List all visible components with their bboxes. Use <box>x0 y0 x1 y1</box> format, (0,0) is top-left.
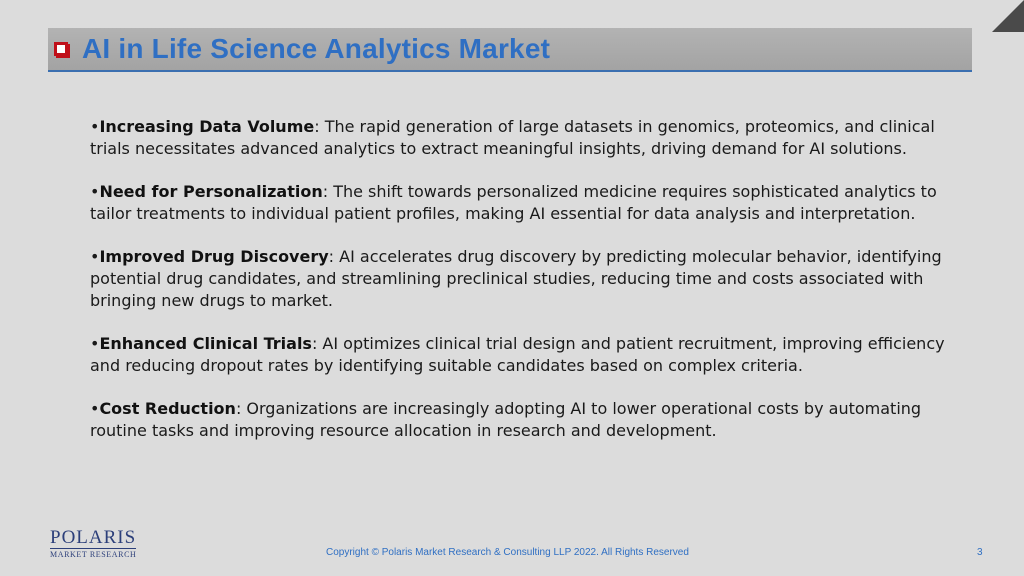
slide-title: AI in Life Science Analytics Market <box>82 33 551 64</box>
point-heading: Increasing Data Volume <box>99 117 315 136</box>
point-text: : Organizations are increasingly adopting AI to lower operational costs by automating routine tasks and improving resource allocation in research and development. <box>90 399 922 440</box>
point-text: : AI accelerates drug discovery by predicting molecular behavior, identifying potential drug candidates, and streamlining preclinical studies, reducing time and costs associated with bringing new drugs to market. <box>90 247 942 310</box>
bullet-list <box>90 116 950 463</box>
polaris-logo <box>50 528 136 560</box>
list-item <box>90 333 950 377</box>
logo-main-text: POLARIS <box>50 527 137 548</box>
list-item <box>90 116 950 160</box>
copyright-footer: Copyright © Polaris Market Research & Consulting LLP 2022. All Rights Reserved <box>326 547 689 558</box>
list-item <box>90 181 950 225</box>
bullet-char: • <box>90 247 100 266</box>
logo-sub-text: MARKET RESEARCH <box>50 550 137 559</box>
bullet-char: • <box>90 117 100 136</box>
point-text: : AI optimizes clinical trial design and patient recruitment, improving efficiency and reducing dropout rates by identifying suitable candidates based on complex criteria. <box>90 334 945 375</box>
point-heading: Improved Drug Discovery <box>99 247 329 266</box>
list-item <box>90 398 950 442</box>
title-bar <box>48 28 972 72</box>
bullet-char: • <box>90 334 100 353</box>
point-heading: Cost Reduction <box>99 399 236 418</box>
point-text: : The rapid generation of large datasets in genomics, proteomics, and clinical trials necessitates advanced analytics to extract meaningful insights, driving demand for AI solutions. <box>90 117 935 158</box>
checkbox-bullet-icon <box>54 42 68 56</box>
list-item <box>90 246 950 312</box>
bullet-char: • <box>90 399 100 418</box>
page-number: 3 <box>977 547 983 558</box>
point-heading: Enhanced Clinical Trials <box>99 334 312 353</box>
bullet-char: • <box>90 182 100 201</box>
page-corner-fold <box>992 0 1024 32</box>
point-heading: Need for Personalization <box>99 182 323 201</box>
point-text: : The shift towards personalized medicine requires sophisticated analytics to tailor treatments to individual patient profiles, making AI essential for data analysis and interpretation. <box>90 182 937 223</box>
